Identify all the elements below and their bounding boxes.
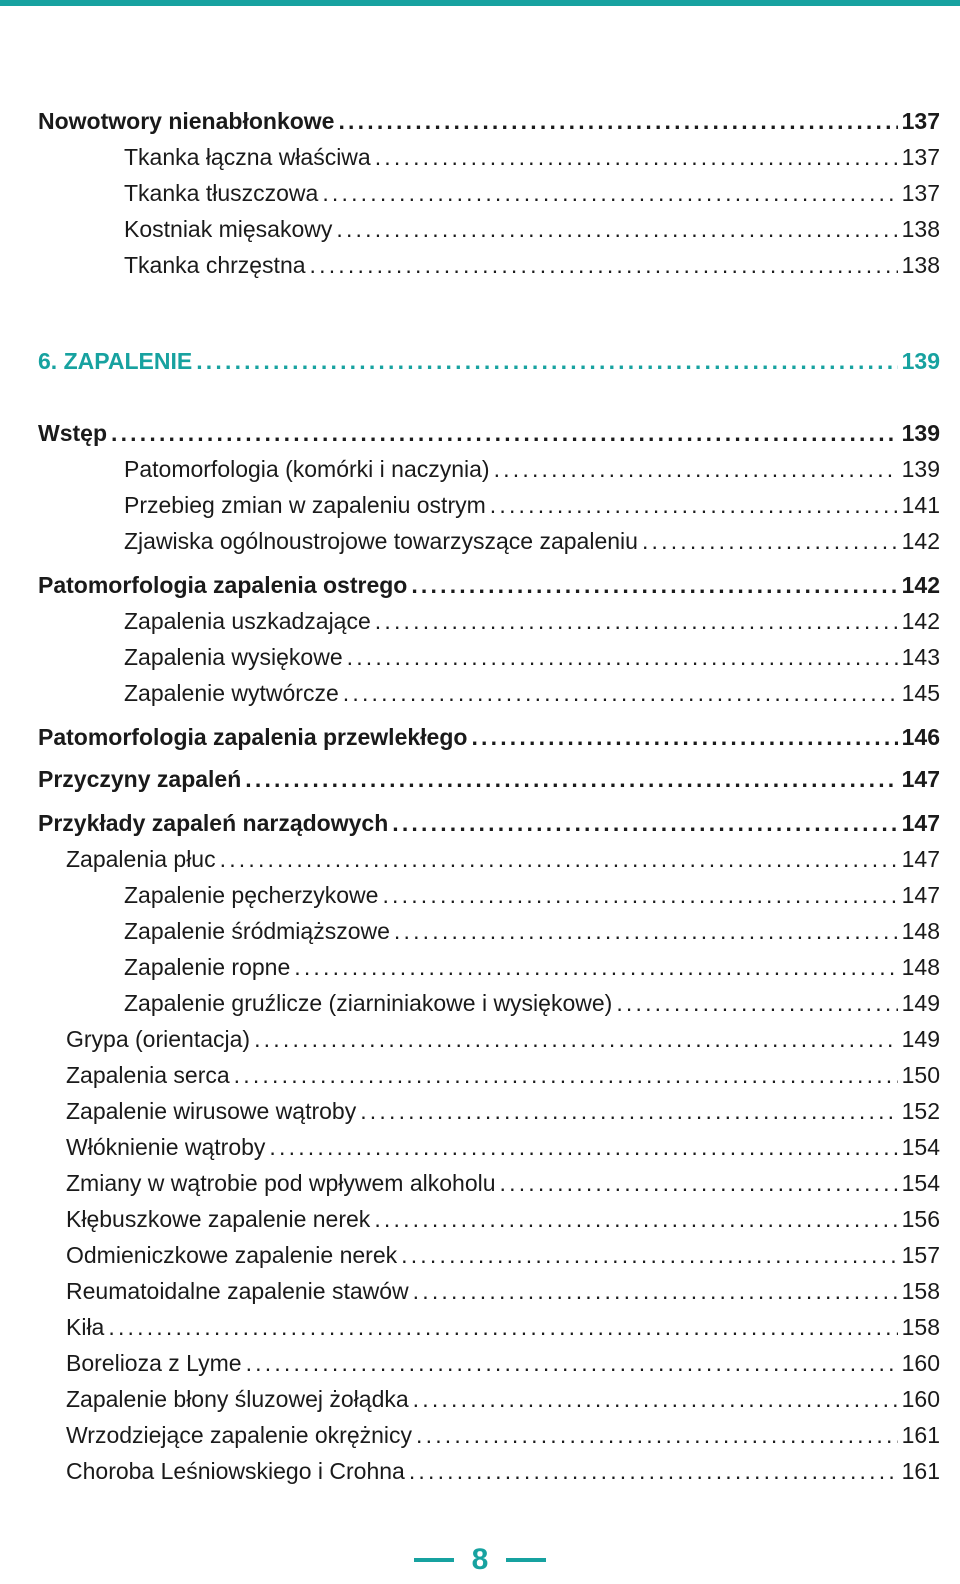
toc-entry[interactable]: [38, 568, 940, 602]
toc-entry-title: Przyczyny zapaleń: [38, 766, 242, 792]
toc-entry[interactable]: [66, 842, 940, 876]
toc-entry-page: 137: [901, 144, 940, 170]
toc-entry-page: 139: [901, 456, 940, 482]
dot-leader: [616, 986, 897, 1020]
dot-leader: [409, 1454, 898, 1488]
toc-entry-page: 137: [901, 180, 940, 206]
dot-leader: [310, 248, 898, 282]
toc-entry[interactable]: [124, 452, 940, 486]
toc-entry[interactable]: [38, 762, 940, 796]
toc-entry[interactable]: [124, 176, 940, 210]
toc-entry-page: 142: [901, 528, 940, 554]
footer-dash-left: [414, 1558, 454, 1562]
dot-leader: [338, 104, 897, 138]
dot-leader: [411, 568, 897, 602]
toc-entry-title: 6. ZAPALENIE: [38, 348, 193, 374]
toc-entry-page: 138: [901, 216, 940, 242]
toc-entry-title: Kiła: [66, 1314, 105, 1340]
toc-entry-title: Reumatoidalne zapalenie stawów: [66, 1278, 409, 1304]
toc-entry-page: 160: [901, 1350, 940, 1376]
dot-leader: [111, 416, 898, 450]
toc-entry-title: Zapalenia uszkadzające: [124, 608, 371, 634]
dot-leader: [413, 1274, 898, 1308]
toc-entry[interactable]: [66, 1202, 940, 1236]
toc-entry-title: Kostniak mięsakowy: [124, 216, 333, 242]
toc-entry-page: 149: [901, 1026, 940, 1052]
dot-leader: [500, 1166, 898, 1200]
toc-entry-title: Zapalenia płuc: [66, 846, 216, 872]
toc-entry-title: Tkanka chrzęstna: [124, 252, 306, 278]
toc-entry-title: Przebieg zmian w zapaleniu ostrym: [124, 492, 486, 518]
dot-leader: [392, 806, 897, 840]
dot-leader: [394, 914, 898, 948]
toc-entry-title: Zmiany w wątrobie pod wpływem alkoholu: [66, 1170, 496, 1196]
toc-entry[interactable]: [66, 1094, 940, 1128]
toc-entry[interactable]: [66, 1022, 940, 1056]
toc-entry[interactable]: [124, 986, 940, 1020]
toc-entry[interactable]: [124, 604, 940, 638]
dot-leader: [220, 842, 898, 876]
dot-leader: [322, 176, 897, 210]
toc-entry-title: Tkanka łączna właściwa: [124, 144, 371, 170]
toc-entry[interactable]: [66, 1382, 940, 1416]
dot-leader: [494, 452, 898, 486]
toc-entry[interactable]: [38, 104, 940, 138]
toc-entry[interactable]: [66, 1346, 940, 1380]
page-number: 8: [471, 1543, 489, 1576]
toc-entry-title: Patomorfologia (komórki i naczynia): [124, 456, 490, 482]
toc-entry-title: Tkanka tłuszczowa: [124, 180, 319, 206]
toc-entry-page: 148: [901, 918, 940, 944]
toc-entry[interactable]: [66, 1238, 940, 1272]
dot-leader: [471, 720, 897, 754]
toc-entry-title: Nowotwory nienabłonkowe: [38, 108, 335, 134]
toc-entry-page: 158: [901, 1278, 940, 1304]
toc-entry-title: Patomorfologia zapalenia przewlekłego: [38, 724, 468, 750]
footer-dash-right: [506, 1558, 546, 1562]
toc-entry-page: 156: [901, 1206, 940, 1232]
toc-entry-page: 142: [901, 572, 940, 598]
top-rule: [0, 0, 960, 6]
dot-leader: [246, 1346, 898, 1380]
dot-leader: [294, 950, 897, 984]
toc-chapter-entry[interactable]: [38, 344, 940, 378]
dot-leader: [401, 1238, 898, 1272]
dot-leader: [234, 1058, 898, 1092]
toc-entry-page: 145: [901, 680, 940, 706]
toc-entry-page: 147: [901, 766, 940, 792]
dot-leader: [375, 604, 898, 638]
toc-entry[interactable]: [124, 914, 940, 948]
dot-leader: [254, 1022, 898, 1056]
toc-entry-title: Zapalenia wysiękowe: [124, 644, 343, 670]
toc-entry-title: Borelioza z Lyme: [66, 1350, 242, 1376]
toc-entry[interactable]: [124, 640, 940, 674]
toc-entry-page: 161: [901, 1422, 940, 1448]
toc-entry-page: 139: [901, 420, 940, 446]
toc-entry-title: Wstęp: [38, 420, 107, 446]
toc-entry-title: Choroba Leśniowskiego i Crohna: [66, 1458, 405, 1484]
dot-leader: [343, 676, 898, 710]
toc-entry[interactable]: [124, 676, 940, 710]
toc-entry-page: 157: [901, 1242, 940, 1268]
toc-entry-page: 160: [901, 1386, 940, 1412]
toc-entry-page: 154: [901, 1170, 940, 1196]
toc-entry-page: 150: [901, 1062, 940, 1088]
toc-entry[interactable]: [124, 140, 940, 174]
toc-entry[interactable]: [66, 1130, 940, 1164]
dot-leader: [413, 1382, 898, 1416]
dot-leader: [245, 762, 897, 796]
toc-entry-page: 146: [901, 724, 940, 750]
toc-entry-page: 158: [901, 1314, 940, 1340]
toc-entry[interactable]: [66, 1310, 940, 1344]
toc-entry-title: Kłębuszkowe zapalenie nerek: [66, 1206, 371, 1232]
toc-entry-title: Zjawiska ogólnoustrojowe towarzyszące zapaleniu: [124, 528, 638, 554]
toc-entry-title: Zapalenie błony śluzowej żołądka: [66, 1386, 409, 1412]
toc-entry[interactable]: [38, 806, 940, 840]
toc-entry[interactable]: [124, 524, 940, 558]
toc-entry-title: Zapalenia serca: [66, 1062, 230, 1088]
toc-entry-title: Zapalenie ropne: [124, 954, 291, 980]
toc-entry[interactable]: [66, 1058, 940, 1092]
toc-entry-title: Przykłady zapaleń narządowych: [38, 810, 389, 836]
toc-entry-page: 139: [901, 348, 940, 374]
dot-leader: [416, 1418, 898, 1452]
toc-entry[interactable]: [124, 248, 940, 282]
toc-entry-title: Patomorfologia zapalenia ostrego: [38, 572, 408, 598]
toc-entry[interactable]: [124, 950, 940, 984]
dot-leader: [269, 1130, 897, 1164]
dot-leader: [382, 878, 897, 912]
toc-entry[interactable]: [38, 720, 940, 754]
toc-entry-page: 141: [901, 492, 940, 518]
dot-leader: [360, 1094, 897, 1128]
toc-entry-title: Grypa (orientacja): [66, 1026, 251, 1052]
dot-leader: [375, 140, 898, 174]
dot-leader: [108, 1310, 897, 1344]
toc-entry-title: Zapalenie śródmiąższowe: [124, 918, 390, 944]
toc-entry-title: Włóknienie wątroby: [66, 1134, 266, 1160]
toc-entry-title: Zapalenie wirusowe wątroby: [66, 1098, 357, 1124]
toc-entry[interactable]: [66, 1274, 940, 1308]
dot-leader: [642, 524, 898, 558]
toc-entry-page: 142: [901, 608, 940, 634]
toc-entry-page: 148: [901, 954, 940, 980]
toc-entry[interactable]: [38, 416, 940, 450]
toc-entry[interactable]: [124, 212, 940, 246]
toc-entry[interactable]: [66, 1418, 940, 1452]
toc-entry-page: 137: [901, 108, 940, 134]
page-footer: [0, 1540, 960, 1580]
toc-entry-title: Zapalenie gruźlicze (ziarniniakowe i wysiękowe): [124, 990, 613, 1016]
dot-leader: [490, 488, 898, 522]
dot-leader: [347, 640, 898, 674]
toc-entry-page: 147: [901, 882, 940, 908]
toc-entry[interactable]: [66, 1454, 940, 1488]
toc-entry-title: Wrzodziejące zapalenie okrężnicy: [66, 1422, 413, 1448]
toc-entry-page: 154: [901, 1134, 940, 1160]
dot-leader: [196, 344, 897, 378]
toc-entry-title: Zapalenie pęcherzykowe: [124, 882, 379, 908]
toc-entry-title: Zapalenie wytwórcze: [124, 680, 339, 706]
toc-entry-page: 161: [901, 1458, 940, 1484]
toc-entry-page: 138: [901, 252, 940, 278]
toc-entry-page: 152: [901, 1098, 940, 1124]
dot-leader: [336, 212, 897, 246]
toc-entry-title: Odmieniczkowe zapalenie nerek: [66, 1242, 398, 1268]
toc-entry-page: 143: [901, 644, 940, 670]
dot-leader: [374, 1202, 897, 1236]
toc-entry[interactable]: [124, 488, 940, 522]
toc-entry[interactable]: [124, 878, 940, 912]
toc-entry-page: 149: [901, 990, 940, 1016]
toc-entry[interactable]: [66, 1166, 940, 1200]
toc-entry-page: 147: [901, 810, 940, 836]
toc-entry-page: 147: [901, 846, 940, 872]
